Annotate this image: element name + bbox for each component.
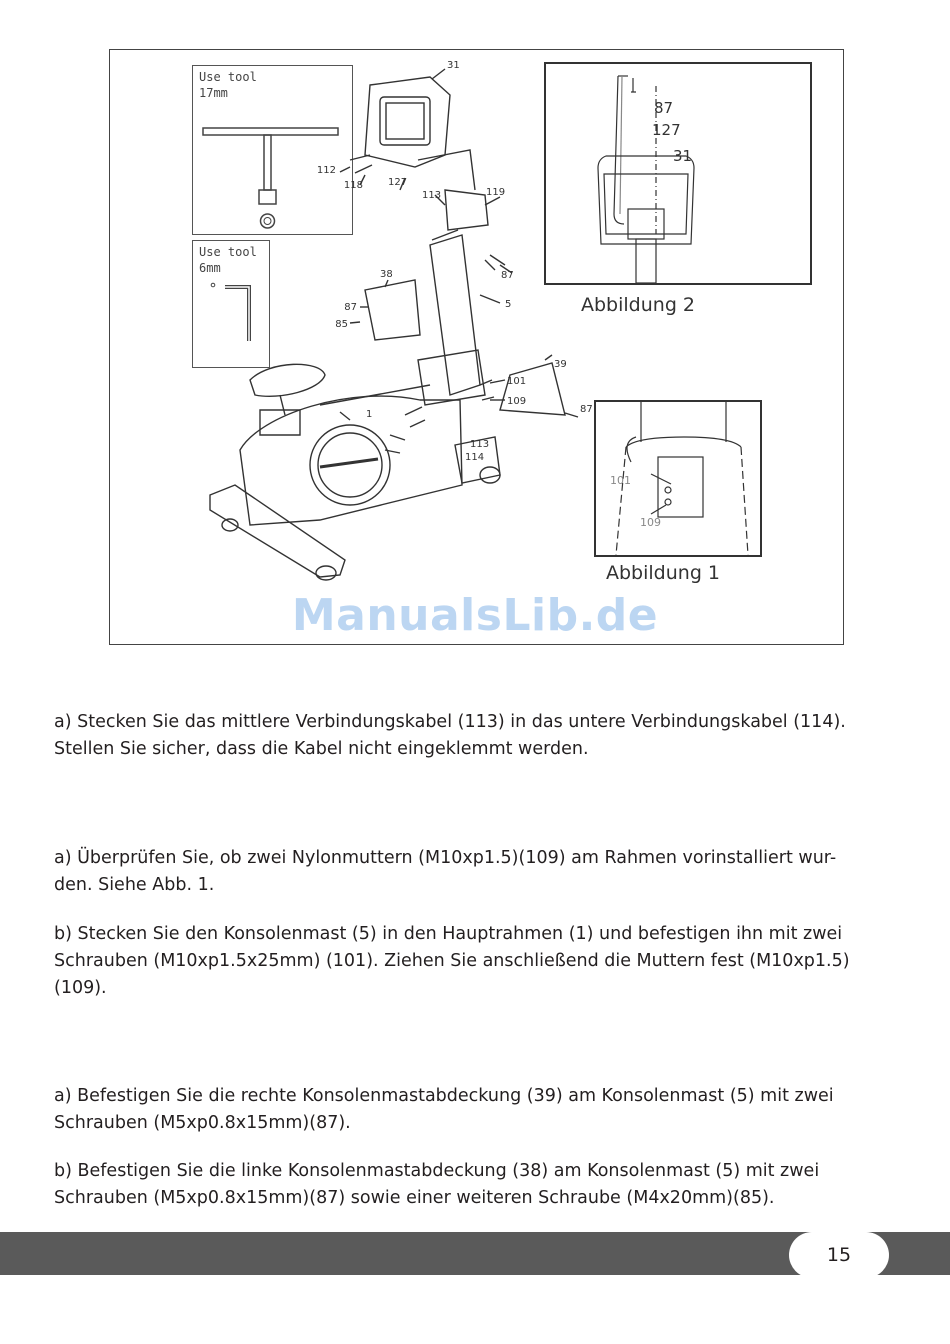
console-back-drawing: [546, 64, 810, 283]
text-line: den. Siehe Abb. 1.: [54, 875, 215, 895]
text-line: Schrauben (M5xp0.8x15mm)(87).: [54, 1113, 351, 1133]
part-label: 39: [554, 359, 567, 370]
part-label: 112: [316, 165, 336, 176]
text-line: b) Befestigen Sie die linke Konsolenmastabdeckung (38) am Konsolenmast (5) mit zwei: [54, 1161, 820, 1181]
part-label: 87: [654, 99, 674, 117]
text-line: a) Befestigen Sie die rechte Konsolenmastabdeckung (39) am Konsolenmast (5) mit zwei: [54, 1086, 834, 1106]
watermark: ManualsLib.de: [291, 590, 659, 641]
text-line: a) Überprüfen Sie, ob zwei Nylonmuttern (M10xp1.5)(109) am Rahmen vorinstalliert wur-: [54, 848, 837, 868]
instruction-paragraph: [54, 921, 896, 1002]
detail-figure-1: [594, 400, 762, 557]
part-label: 85: [335, 319, 348, 330]
detail-figure-2: [544, 62, 812, 285]
part-label: 109: [507, 396, 527, 407]
tool-label: Use tool: [199, 70, 257, 84]
part-label: 127: [652, 121, 681, 139]
part-label: 101: [610, 474, 631, 487]
part-label: 109: [640, 516, 661, 529]
part-label: 5: [505, 299, 512, 310]
part-label: 118: [343, 180, 363, 191]
part-label: 38: [380, 269, 393, 280]
part-label: 101: [507, 376, 527, 387]
text-line: (109).: [54, 978, 107, 998]
instruction-paragraph: [54, 1083, 896, 1137]
instruction-paragraph: [54, 1158, 896, 1212]
caption-figure-2: Abbildung 2: [581, 294, 696, 316]
instruction-paragraph: [54, 845, 896, 899]
part-label: 31: [673, 147, 693, 165]
text-line: Stellen Sie sicher, dass die Kabel nicht eingeklemmt werden.: [54, 739, 589, 759]
text-line: a) Stecken Sie das mittlere Verbindungskabel (113) in das untere Verbindungskabel (114).: [54, 712, 846, 732]
part-label: 87: [344, 302, 357, 313]
text-line: b) Stecken Sie den Konsolenmast (5) in den Hauptrahmen (1) und befestigen ihn mit zwei: [54, 924, 843, 944]
caption-figure-1: Abbildung 1: [606, 562, 721, 584]
page-number: 15: [789, 1232, 889, 1278]
text-line: Schrauben (M10xp1.5x25mm) (101). Ziehen Sie anschließend die Muttern fest (M10xp1.5): [54, 951, 850, 971]
assembly-figure: [109, 49, 844, 645]
part-label: 113: [470, 439, 490, 450]
part-label: 114: [465, 452, 485, 463]
mast-joint-drawing: [596, 402, 760, 555]
part-label: 31: [447, 60, 460, 71]
part-label: 87: [580, 404, 593, 415]
tool-label: Use tool: [199, 245, 257, 259]
tool-size: 6mm: [199, 261, 221, 275]
part-label: 87: [501, 270, 514, 281]
part-label: 113: [422, 190, 442, 201]
part-label: 119: [486, 187, 506, 198]
part-label: 127: [388, 177, 408, 188]
tool-size: 17mm: [199, 86, 228, 100]
part-label: 1: [366, 409, 373, 420]
instruction-paragraph: [54, 709, 896, 763]
text-line: Schrauben (M5xp0.8x15mm)(87) sowie einer weiteren Schraube (M4x20mm)(85).: [54, 1188, 775, 1208]
